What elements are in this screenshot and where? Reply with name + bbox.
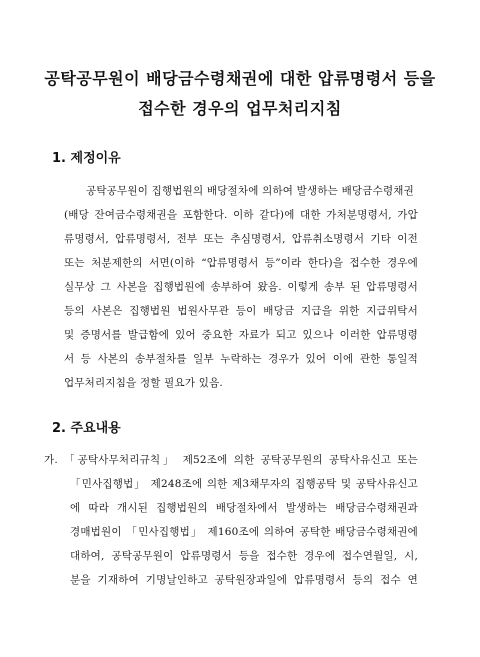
list-item-line: 분을 기재하여 기명날인하고 공탁원장과일에 압류명령서 등의 접수 연 xyxy=(70,574,418,586)
paragraph-line: 류명령서, 압류명령서, 전부 또는 추심명령서, 압류취소명령서 기타 이전 xyxy=(64,233,418,245)
list-item-line: 가. 「공탁사무처리규칙」 제52조에 의한 공탁공무원의 공탁사유신고 또는 xyxy=(44,454,418,466)
section-heading-1: 1. 제정이유 xyxy=(52,151,121,166)
paragraph-line: 및 증명서를 발급함에 있어 중요한 자료가 되고 있으나 이러한 압류명령 xyxy=(64,329,418,341)
paragraph-line: 실무상 그 사본을 집행법원에 송부하여 왔음. 이렇게 송부 된 압류명령서 xyxy=(64,281,418,293)
title-line-2: 접수한 경우의 업무처리지침 xyxy=(138,99,342,118)
paragraph-line: 공탁공무원이 집행법원의 배당절차에 의하여 발생하는 배당금수령채권 xyxy=(86,185,414,197)
title-line-1: 공탁공무원이 배당금수령채권에 대한 압류명령서 등을 xyxy=(44,69,436,88)
paragraph-line: 서 등 사본의 송부절차를 일부 누락하는 경우가 있어 이에 관한 통일적 xyxy=(64,353,418,365)
list-item-line: 경매법원이 「민사집행법」 제160조에 의하여 공탁한 배당금수령채권에 xyxy=(70,526,418,538)
list-item-line: 에 따라 개시된 집행법원의 배당절차에서 발생하는 배당금수령채권과 xyxy=(70,502,418,514)
section-heading-2: 2. 주요내용 xyxy=(52,421,121,436)
paragraph-line: (배당 잔여금수령채권을 포함한다. 이하 같다)에 대한 가처분명령서, 가압 xyxy=(64,209,418,221)
paragraph-line: 또는 처분제한의 서면(이하 “압류명령서 등”이라 한다)을 접수한 경우에 xyxy=(64,257,418,269)
list-item-line: 대하여, 공탁공무원이 압류명령서 등을 접수한 경우에 접수연월일, 시, xyxy=(70,550,418,562)
paragraph-line: 업무처리지침을 정할 필요가 있음. xyxy=(64,377,223,389)
paragraph-line: 등의 사본은 집행법원 법원사무관 등이 배당금 지급을 위한 지급위탁서 xyxy=(64,305,418,317)
list-item-line: 「민사집행법」 제248조에 의한 제3채무자의 집행공탁 및 공탁사유신고 xyxy=(70,478,418,490)
